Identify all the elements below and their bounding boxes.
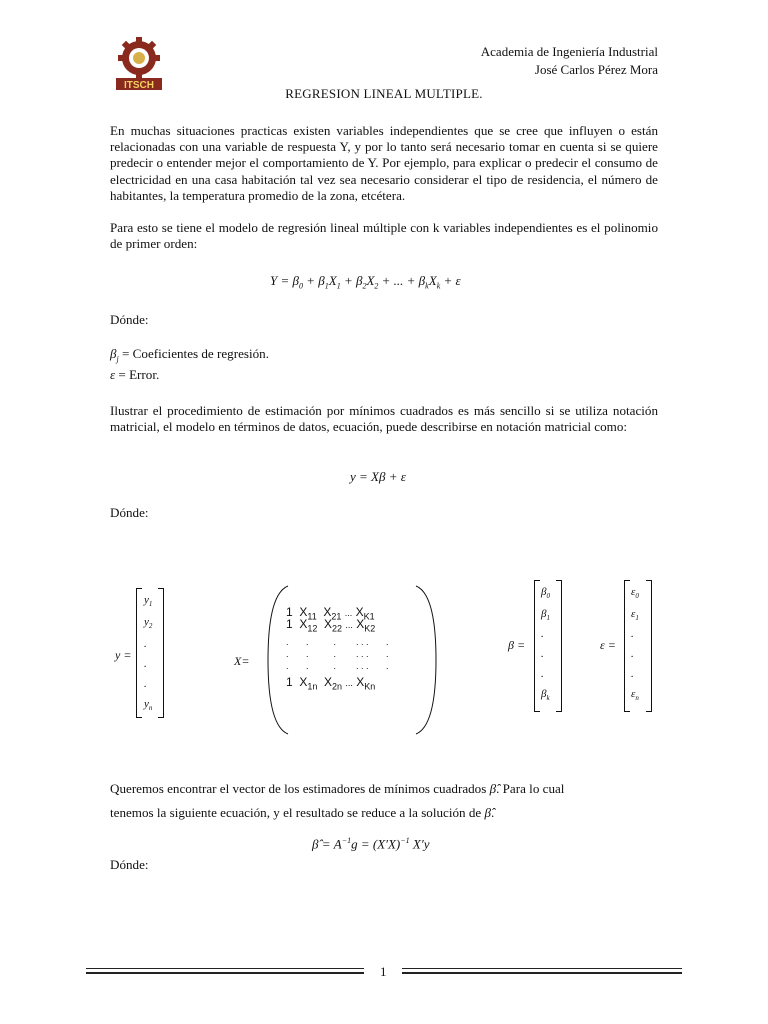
solution-equation: β̂ = $A^{-1}g = (X'X)^{-1}$ X′y [312,836,430,852]
matrix-equation: y = Xβ + ε [350,469,406,484]
beta-right-bracket [556,580,562,712]
header-institution: Academia de Ingeniería Industrial [480,44,658,59]
model-equation: $Y = \beta_0 + \beta_1X_1 + \beta_2X_2$ + ... + $\beta_kX_k + \varepsilon$ [270,273,461,291]
estimator-paragraph: Queremos encontrar el vector de los estimadores de mínimos cuadrados β̂. Para lo cual tenemos la siguiente ecuación, y el resultado se reduce a la solución de β̂. [110,781,565,820]
beta-vector-label: β = [508,638,526,652]
beta-left-bracket [534,580,540,712]
beta-vector-entries: $\beta_0$ $\beta_1$ . . . $\beta_k$ [541,586,550,703]
x-row-5: . . . . . . . [286,661,389,671]
page-title: REGRESION LINEAL MULTIPLE. [285,86,483,101]
svg-text:ITSCH: ITSCH [124,80,154,91]
eps-vector-entries: $\varepsilon_0$ $\varepsilon_1$ . . . $\varepsilon_n$ [631,586,639,703]
footer-line-left-top [86,968,364,969]
x-row-4: . . . . . . . [286,649,389,659]
eps-left-bracket [624,580,630,712]
donde-label-3: Dónde: [110,857,149,872]
donde-label-1: Dónde: [110,312,149,327]
model-intro-paragraph: Para esto se tiene el modelo de regresión lineal múltiple con k variables independientes es el polinomio de primer orden: [110,220,658,252]
gear-logo-icon [110,34,168,92]
page-number: 1 [380,964,387,979]
x-row-6: 1 $X_{1n}$ $X_{2n}$ ... $X_{Kn}$ [286,675,376,692]
y-vector-label: y = [115,648,132,662]
x-row-2: 1 $X_{12}$ $X_{22}$ ... $X_{K2}$ [286,617,376,634]
x-matrix-label: X= [234,654,250,668]
intro-paragraph: En muchas situaciones practicas existen variables independientes que se cree que influyen o están relacionadas con una variable de respuesta Y, y por lo tanto será necesario tomar en cuenta si se quiere predecir o entender mejor el comportamiento de Y. Por ejemplo, para explicar o predecir el consumo de electricidad en una casa habitación tal vez sea necesario considerar el tipo de residencia, el número de habitantes, la temperatura promedio de la zona, etcétera. [110,123,658,203]
itsch-logo [110,34,168,92]
epsilon-definition: ε = Error. [110,367,160,382]
x-row-1: 1 $X_{11}$ $X_{21}$ ... $X_{K1}$ [286,605,375,622]
y-left-bracket [136,588,142,718]
x-matrix-rows [286,605,389,692]
y-vector-entries: $y_1$ $y_2$ . . . $y_n$ [144,594,153,713]
footer-line-right-bottom [402,972,682,974]
matrix-intro-paragraph: Ilustrar el procedimiento de estimación por mínimos cuadrados es más sencillo si se utiliza notación matricial, el modelo en términos de datos, ecuación, puede describirse en notación matricial como: [110,403,658,435]
y-right-bracket [158,588,164,718]
eps-vector-label: ε = [600,638,616,652]
footer-line-left-bottom [86,972,364,974]
x-row-3: . . . . . . . [286,637,389,647]
donde-label-2: Dónde: [110,505,149,520]
header-author: José Carlos Pérez Mora [534,62,658,77]
eps-right-bracket [646,580,652,712]
beta-definition: $\beta_j$ = Coeficientes de regresión. [110,346,269,364]
footer-line-right-top [402,968,682,969]
